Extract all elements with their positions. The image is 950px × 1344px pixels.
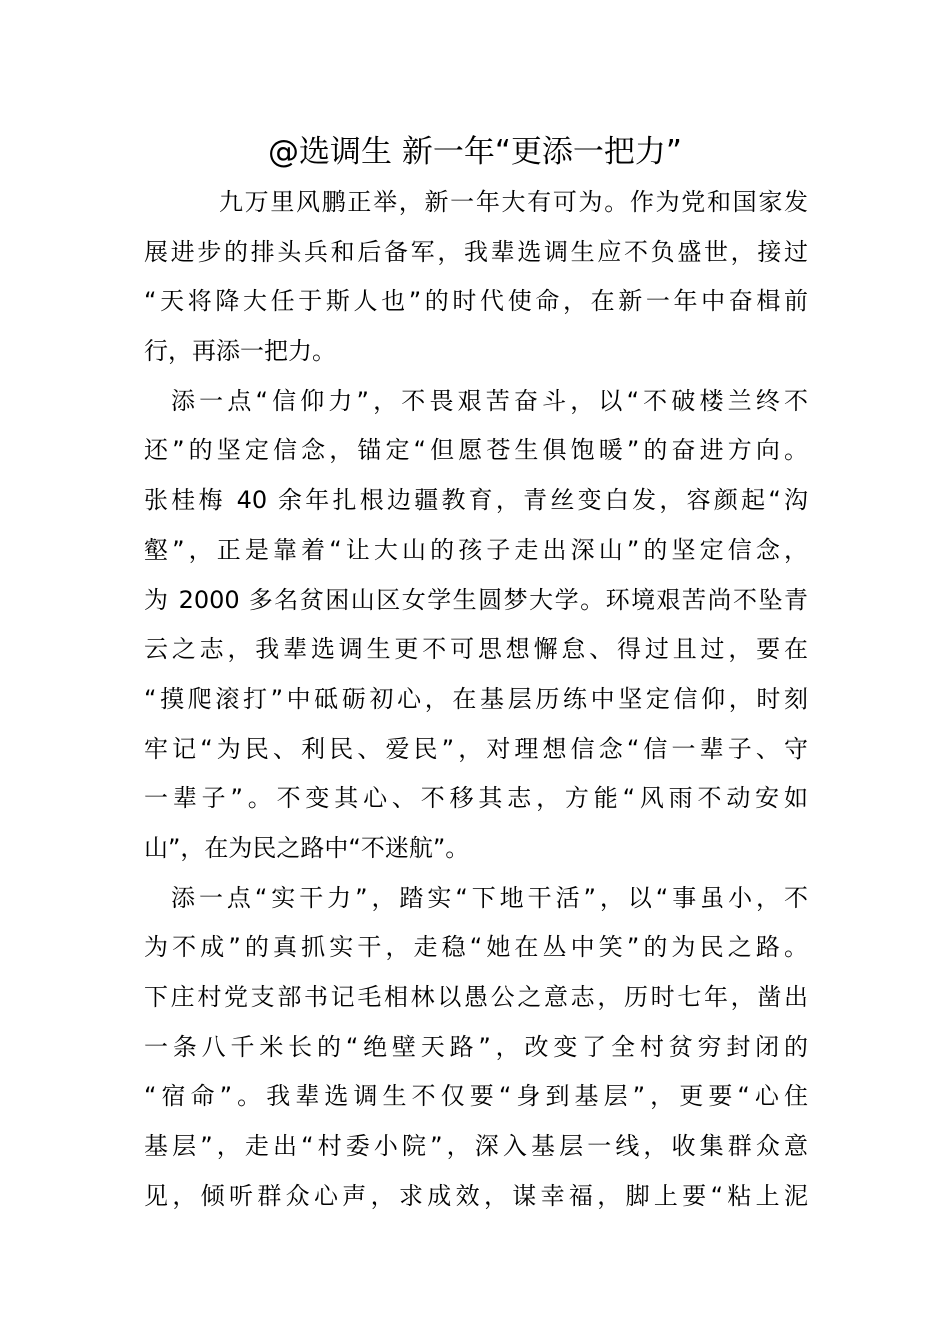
paragraph-line: 九万里风鹏正举，新一年大有可为。作为党和国家发 — [219, 188, 808, 216]
paragraph-line: 行，再添一把力。 — [144, 337, 336, 366]
paragraph-line: 为不成”的真抓实干，走稳“她在丛中笑”的为民之路。 — [144, 933, 808, 962]
paragraph-line: 一辈子”。不变其心、不移其志，方能“风雨不动安如 — [144, 784, 808, 813]
paragraph-line: 下庄村党支部书记毛相林以愚公之意志，历时七年，凿出 — [144, 983, 808, 1011]
paragraph-line: 一条八千米长的“绝壁天路”，改变了全村贫穷封闭的 — [144, 1032, 808, 1061]
paragraph-line: 基层”，走出“村委小院”，深入基层一线，收集群众意 — [144, 1132, 808, 1161]
paragraph-line: 壑”，正是靠着“让大山的孩子走出深山”的坚定信念， — [144, 535, 808, 564]
paragraph-line: 为 2000 多名贫困山区女学生圆梦大学。环境艰苦尚不坠青 — [144, 585, 808, 614]
paragraph-line: 云之志，我辈选调生更不可思想懈怠、得过且过，要在 — [144, 635, 808, 664]
paragraph-line: 还”的坚定信念，锚定“但愿苍生俱饱暖”的奋进方向。 — [144, 436, 808, 465]
paragraph-line: 展进步的排头兵和后备军，我辈选调生应不负盛世，接过 — [144, 237, 808, 266]
document-title: @选调生 新一年“更添一把力” — [268, 134, 682, 170]
paragraph-line: “天将降大任于斯人也”的时代使命，在新一年中奋楫前 — [144, 287, 808, 316]
paragraph-line: 牢记“为民、利民、爱民”，对理想信念“信一辈子、守 — [144, 734, 808, 763]
paragraph-line: “摸爬滚打”中砥砺初心，在基层历练中坚定信仰，时刻 — [144, 684, 808, 713]
paragraph-line: 山”，在为民之路中“不迷航”。 — [144, 833, 470, 862]
paragraph-line: 添一点“实干力”，踏实“下地干活”，以“事虽小，不 — [171, 883, 808, 912]
document-body — [144, 178, 808, 1221]
paragraph-line: 添一点“信仰力”，不畏艰苦奋斗，以“不破楼兰终不 — [171, 386, 808, 415]
paragraph-line: 张桂梅 40 余年扎根边疆教育，青丝变白发，容颜起“沟 — [144, 486, 808, 515]
paragraph-line: “宿命”。我辈选调生不仅要“身到基层”，更要“心住 — [144, 1082, 808, 1111]
paragraph-line: 见，倾听群众心声，求成效，谋幸福，脚上要“粘上泥 — [144, 1181, 808, 1210]
